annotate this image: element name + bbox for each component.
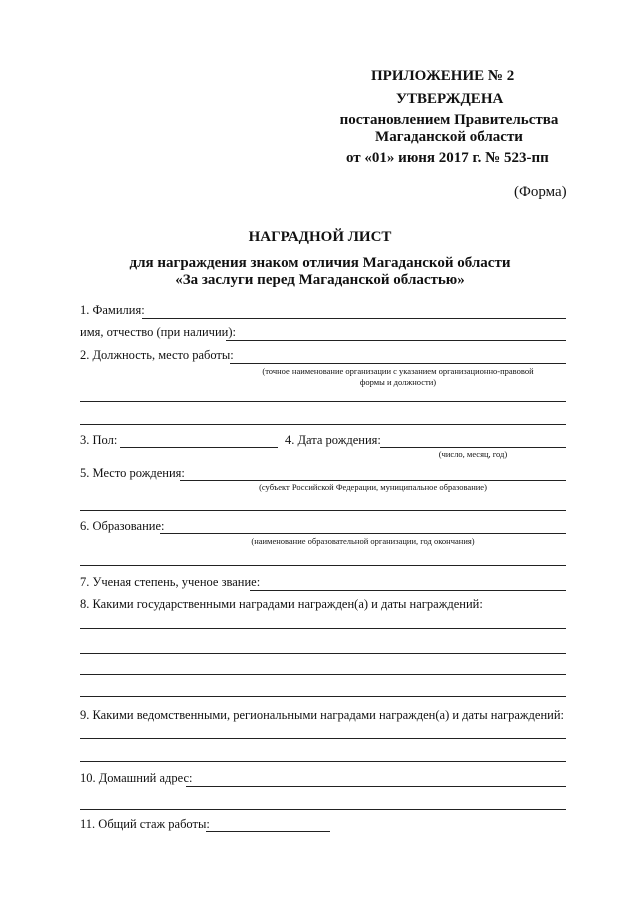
name-patronymic-underline [226, 340, 566, 341]
degree-field[interactable] [250, 575, 566, 589]
name-patronymic-field[interactable] [226, 325, 566, 339]
birth-place-hint: (субъект Российской Федерации, муниципальное образование) [259, 482, 487, 492]
surname-underline [142, 318, 566, 319]
address-field[interactable] [186, 771, 566, 785]
experience-field[interactable] [206, 817, 330, 831]
name-patronymic-label: имя, отчество (при наличии): [80, 325, 236, 339]
address-label: 10. Домашний адрес: [80, 771, 193, 785]
birth-date-label: 4. Дата рождения: [285, 433, 381, 447]
state-awards-field-2[interactable] [80, 638, 566, 652]
birth-date-underline [380, 447, 566, 448]
birth-place-extra-line [80, 510, 566, 511]
experience-underline [206, 831, 330, 832]
state-awards-field-1[interactable] [80, 613, 566, 627]
document-title: НАГРАДНОЙ ЛИСТ [248, 229, 392, 245]
resolution-line-1: постановлением Правительства [339, 112, 559, 128]
dept-awards-line-2 [80, 761, 566, 762]
address-extra-field[interactable] [80, 794, 566, 808]
state-awards-line-1 [80, 628, 566, 629]
approved-label: УТВЕРЖДЕНА [396, 91, 504, 107]
state-awards-field-4[interactable] [80, 681, 566, 695]
state-awards-line-2 [80, 653, 566, 654]
birth-date-field[interactable] [380, 433, 566, 447]
document-subtitle-2: «За заслуги перед Магаданской областью» [175, 272, 465, 288]
birth-place-label: 5. Место рождения: [80, 466, 185, 480]
address-underline [186, 786, 566, 787]
birth-date-hint: (число, месяц, год) [438, 449, 508, 459]
education-underline [160, 533, 566, 534]
position-extra-field-2[interactable] [80, 409, 566, 423]
state-awards-label: 8. Какими государственными наградами награжден(а) и даты награждений: [80, 597, 483, 611]
education-hint: (наименование образовательной организации, год окончания) [251, 536, 475, 546]
form-mark: (Форма) [514, 184, 567, 200]
resolution-line-2: Магаданской области [375, 129, 523, 145]
education-extra-line [80, 565, 566, 566]
education-extra-field[interactable] [80, 550, 566, 564]
birth-place-extra-field[interactable] [80, 495, 566, 509]
position-field[interactable] [230, 348, 566, 362]
dept-awards-line-1 [80, 738, 566, 739]
dept-awards-field-1[interactable] [80, 723, 566, 737]
sex-label: 3. Пол: [80, 433, 118, 447]
position-extra-field-1[interactable] [80, 386, 566, 400]
birth-place-field[interactable] [180, 466, 566, 480]
degree-underline [250, 590, 566, 591]
position-label: 2. Должность, место работы: [80, 348, 234, 362]
surname-label: 1. Фамилия: [80, 303, 145, 317]
address-extra-line [80, 809, 566, 810]
sex-field[interactable] [120, 433, 278, 447]
dept-awards-label: 9. Какими ведомственными, региональными наградами награжден(а) и даты награждений: [80, 708, 565, 722]
position-extra-line-2 [80, 424, 566, 425]
education-label: 6. Образование: [80, 519, 165, 533]
position-extra-line-1 [80, 401, 566, 402]
birth-place-underline [180, 480, 566, 481]
surname-field[interactable] [142, 303, 566, 317]
state-awards-line-3 [80, 674, 566, 675]
position-hint-1: (точное наименование организации с указанием организационно-правовой [262, 366, 534, 376]
document-subtitle-1: для награждения знаком отличия Магаданской области [129, 255, 511, 271]
appendix-number: ПРИЛОЖЕНИЕ № 2 [371, 68, 515, 84]
education-field[interactable] [160, 519, 566, 533]
position-underline [230, 363, 566, 364]
sex-underline [120, 447, 278, 448]
state-awards-field-3[interactable] [80, 659, 566, 673]
dept-awards-field-2[interactable] [80, 746, 566, 760]
experience-label: 11. Общий стаж работы: [80, 817, 210, 831]
resolution-date-number: от «01» июня 2017 г. № 523-пп [346, 150, 549, 166]
position-hint-2: формы и должности) [359, 377, 437, 387]
state-awards-line-4 [80, 696, 566, 697]
degree-label: 7. Ученая степень, ученое звание: [80, 575, 261, 589]
